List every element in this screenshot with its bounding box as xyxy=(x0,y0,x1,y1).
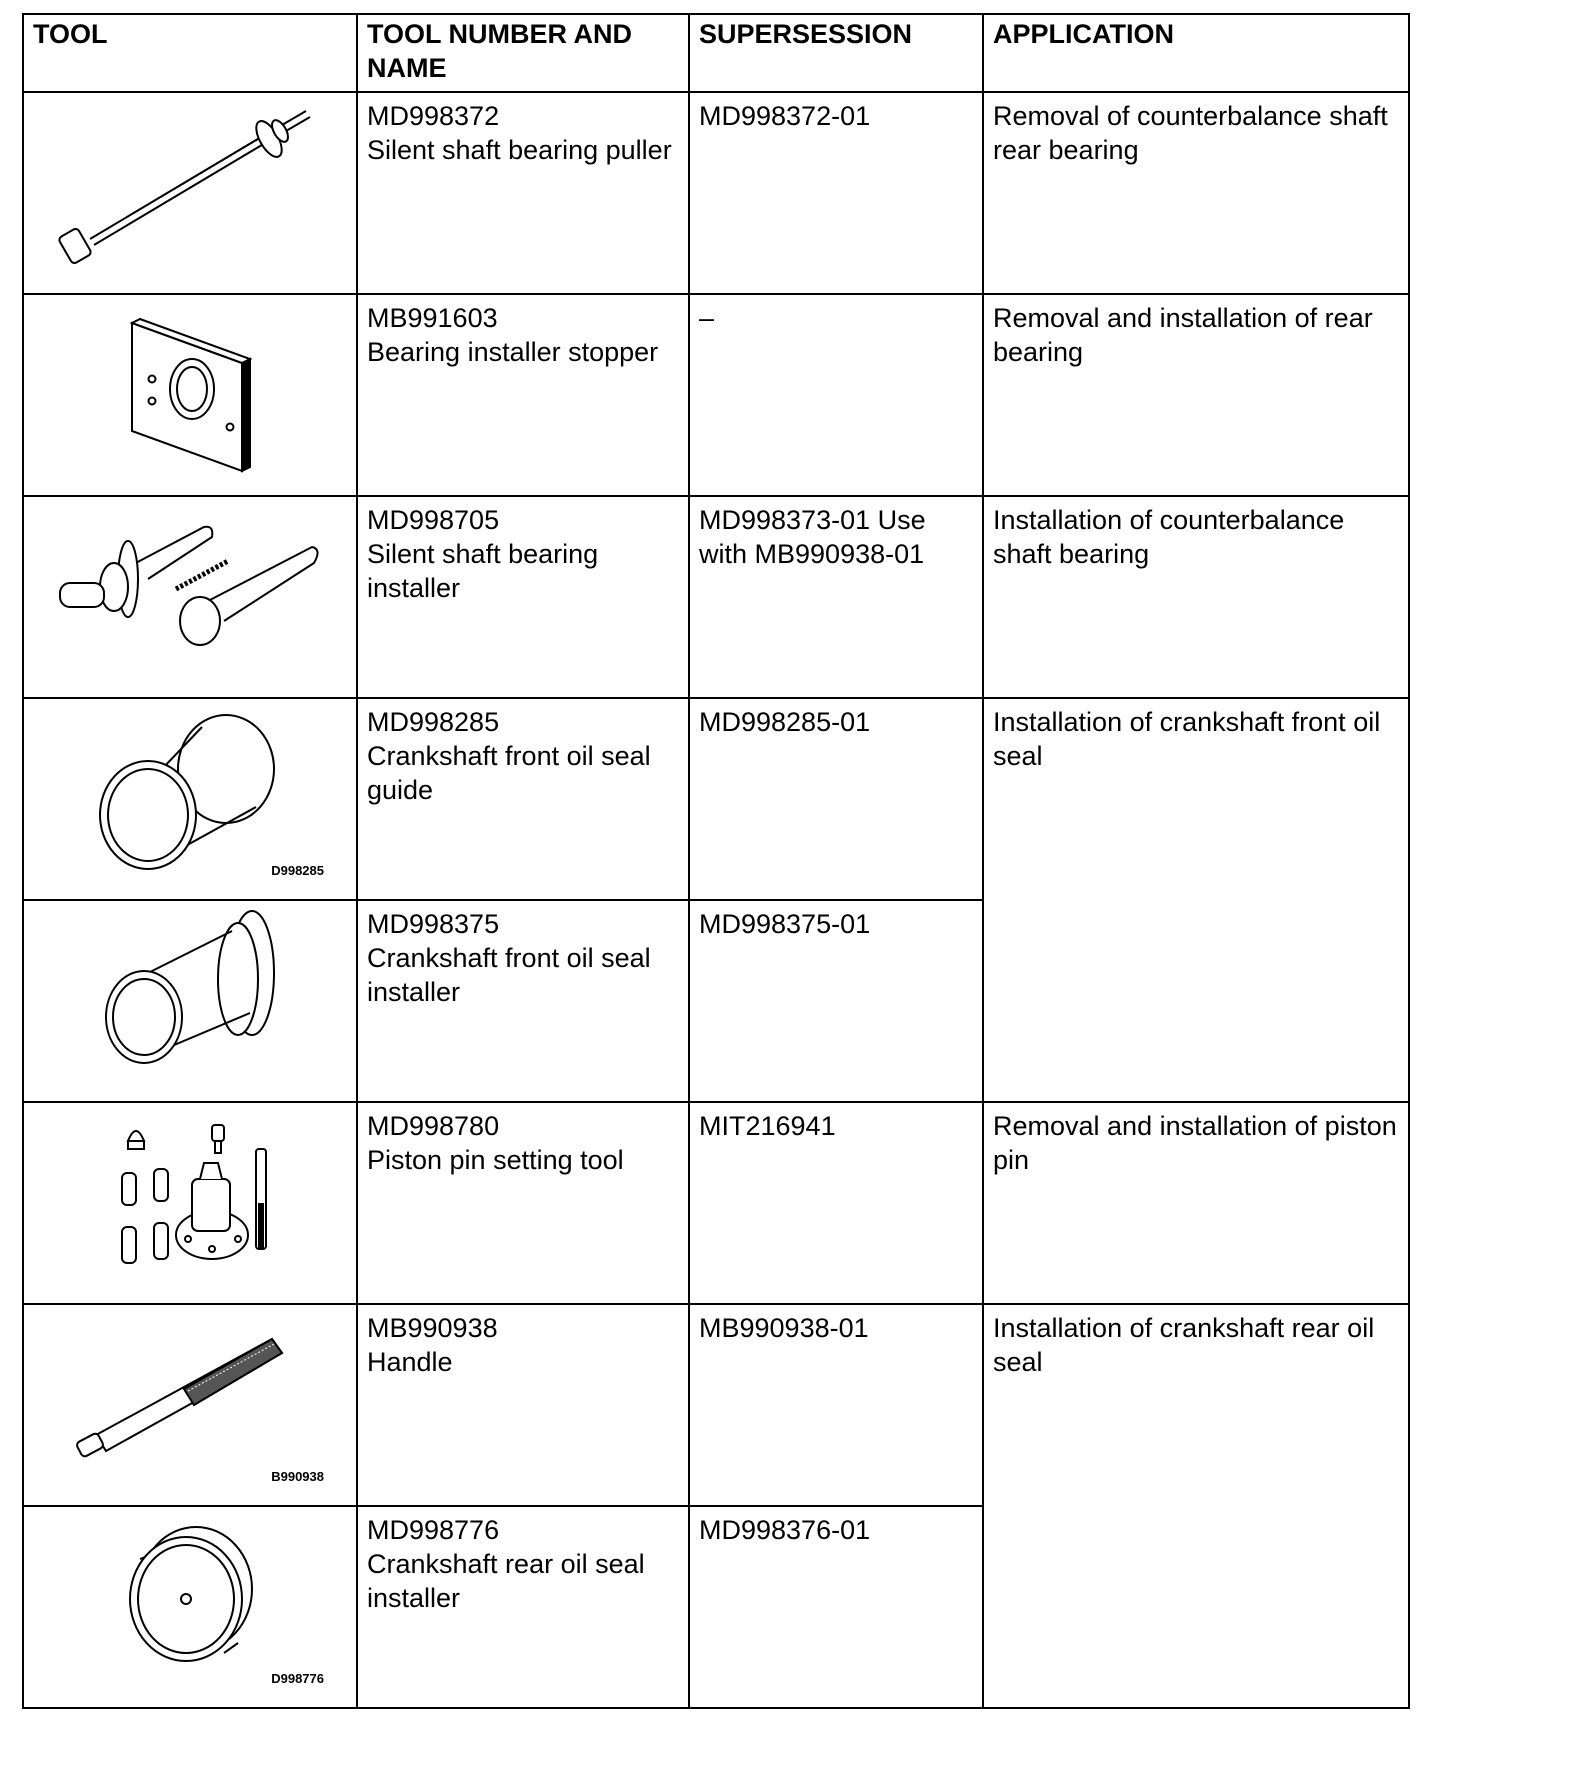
tool-name: Silent shaft bearing installer xyxy=(367,539,599,603)
tool-image-cell xyxy=(23,92,357,294)
tool-image-cell xyxy=(23,294,357,496)
header-tool: TOOL xyxy=(23,14,357,92)
table-row xyxy=(23,294,1409,496)
tool-name: Handle xyxy=(367,1347,453,1377)
tool-name: Piston pin setting tool xyxy=(367,1145,624,1175)
tool-number-name-cell xyxy=(357,698,689,900)
tool-number: MD998372 xyxy=(367,101,500,131)
header-row xyxy=(23,14,1409,92)
tool-number-name-cell xyxy=(357,496,689,698)
stopper-plate-icon xyxy=(24,295,354,483)
tool-image-cell xyxy=(23,1102,357,1304)
supersession-cell: MB990938-01 xyxy=(689,1304,983,1506)
tool-number: MD998780 xyxy=(367,1111,500,1141)
supersession-cell: MD998376-01 xyxy=(689,1506,983,1708)
table-row xyxy=(23,496,1409,698)
supersession-cell: MD998373-01 Use with MB990938-01 xyxy=(689,496,983,698)
supersession-cell: MD998285-01 xyxy=(689,698,983,900)
rear-seal-installer-icon xyxy=(24,1507,354,1695)
image-label: D998776 xyxy=(271,1671,324,1686)
tool-number-name-cell xyxy=(357,1102,689,1304)
handle-icon xyxy=(24,1305,354,1493)
tool-name: Bearing installer stopper xyxy=(367,337,659,367)
tool-name: Crankshaft front oil seal installer xyxy=(367,943,651,1007)
table-row xyxy=(23,698,1409,900)
tool-number-name-cell xyxy=(357,1506,689,1708)
header-supersession: SUPERSESSION xyxy=(689,14,983,92)
tool-image-cell xyxy=(23,900,357,1102)
application-cell: Removal and installation of rear bearing xyxy=(983,294,1409,496)
tool-image-cell xyxy=(23,1304,357,1506)
tool-image-cell xyxy=(23,496,357,698)
application-cell: Removal of counterbalance shaft rear bearing xyxy=(983,92,1409,294)
bearing-installer-icon xyxy=(24,497,354,685)
tool-number-name-cell xyxy=(357,294,689,496)
tool-number: MD998375 xyxy=(367,909,500,939)
tool-image-cell xyxy=(23,1506,357,1708)
tool-number: MD998705 xyxy=(367,505,500,535)
application-cell: Installation of crankshaft front oil seal xyxy=(983,698,1409,1102)
application-cell: Installation of crankshaft rear oil seal xyxy=(983,1304,1409,1708)
tool-number-name-cell xyxy=(357,900,689,1102)
tool-number: MB991603 xyxy=(367,303,498,333)
table-row xyxy=(23,92,1409,294)
image-label: D998285 xyxy=(271,863,324,878)
special-tools-table xyxy=(22,13,1410,1709)
supersession-cell: MIT216941 xyxy=(689,1102,983,1304)
table-row xyxy=(23,1102,1409,1304)
image-label: B990938 xyxy=(271,1469,324,1484)
tool-name: Crankshaft rear oil seal installer xyxy=(367,1549,645,1613)
seal-guide-icon xyxy=(24,699,354,887)
header-application: APPLICATION xyxy=(983,14,1409,92)
supersession-cell: – xyxy=(689,294,983,496)
header-number-name: TOOL NUMBER AND NAME xyxy=(357,14,689,92)
tool-number: MD998776 xyxy=(367,1515,500,1545)
piston-pin-tool-icon xyxy=(24,1103,354,1291)
supersession-cell: MD998375-01 xyxy=(689,900,983,1102)
tool-number: MB990938 xyxy=(367,1313,498,1343)
bearing-puller-icon xyxy=(24,93,354,281)
tool-number-name-cell xyxy=(357,1304,689,1506)
table-row xyxy=(23,1304,1409,1506)
tool-number-name-cell xyxy=(357,92,689,294)
tool-name: Crankshaft front oil seal guide xyxy=(367,741,651,805)
seal-installer-icon xyxy=(24,901,354,1089)
tool-name: Silent shaft bearing puller xyxy=(367,135,672,165)
application-cell: Installation of counterbalance shaft bearing xyxy=(983,496,1409,698)
tool-image-cell xyxy=(23,698,357,900)
supersession-cell: MD998372-01 xyxy=(689,92,983,294)
tool-number: MD998285 xyxy=(367,707,500,737)
application-cell: Removal and installation of piston pin xyxy=(983,1102,1409,1304)
